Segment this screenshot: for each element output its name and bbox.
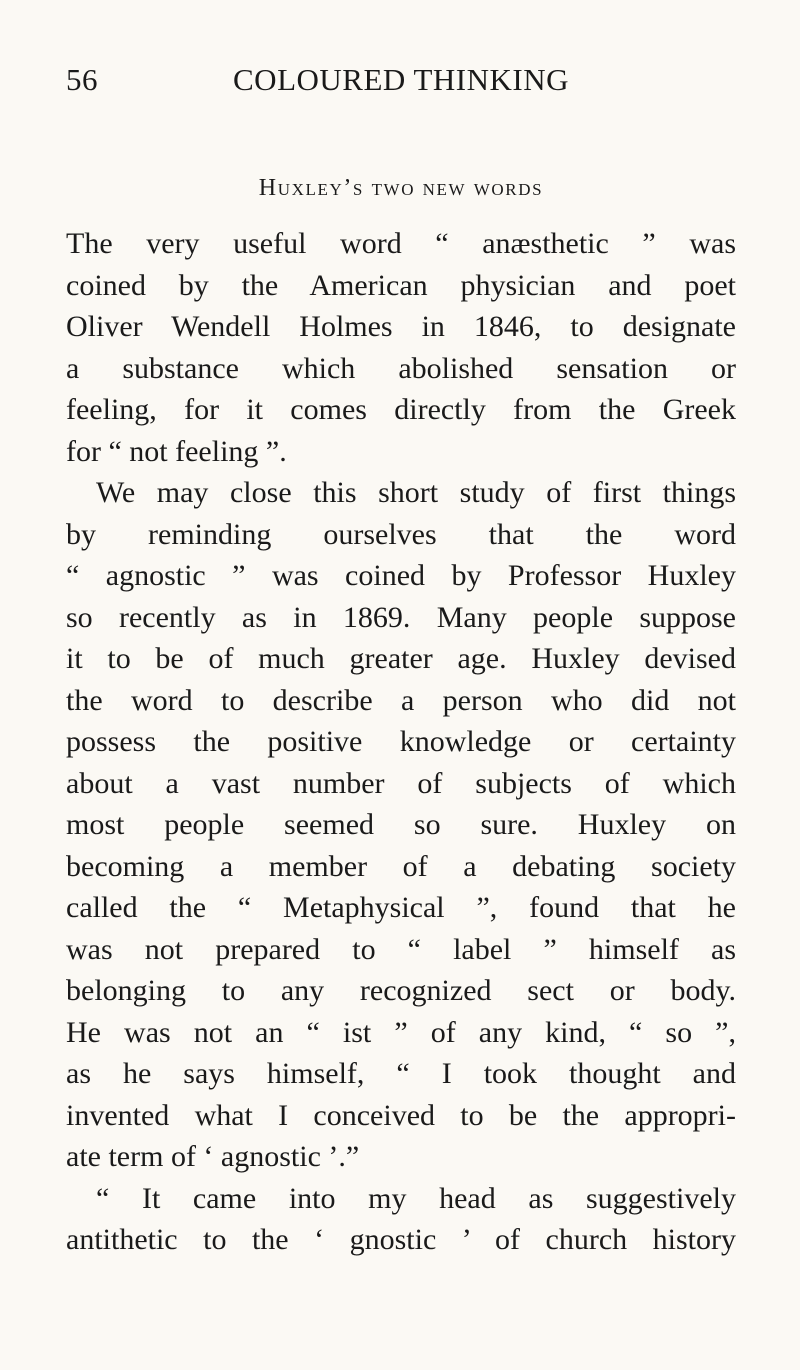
text-line: most people seemed so sure. Huxley on — [66, 808, 736, 841]
text-line: antithetic to the ‘ gnostic ’ of church history — [66, 1223, 736, 1256]
text-line: becoming a member of a debating society — [66, 849, 736, 883]
body-text — [66, 223, 736, 1261]
text-line: invented what I conceived to be the appropri- — [66, 1098, 736, 1132]
text-line: a substance which abolished sensation or — [66, 351, 736, 385]
text-line: “ agnostic ” was coined by Professor Huxley — [66, 559, 736, 592]
text-line: as he says himself, “ I took thought and — [66, 1057, 736, 1090]
text-line: it to be of much greater age. Huxley devised — [66, 642, 736, 675]
text-line: belonging to any recognized sect or body. — [66, 974, 736, 1007]
text-line: He was not an “ ist ” of any kind, “ so ”, — [66, 1015, 736, 1049]
text-line: was not prepared to “ label ” himself as — [66, 932, 736, 966]
text-line: about a vast number of subjects of which — [66, 766, 736, 800]
text-line: by reminding ourselves that the word — [66, 517, 736, 551]
running-head: COLOURED THINKING — [233, 62, 569, 97]
text-line: We may close this short study of first things — [96, 476, 736, 509]
section-title: Huxley’s two new words — [258, 175, 544, 201]
text-line: Oliver Wendell Holmes in 1846, to designate — [66, 310, 736, 343]
text-line: The very useful word “ anæsthetic ” was — [66, 227, 736, 260]
text-line: feeling, for it comes directly from the Greek — [66, 393, 736, 426]
text-line: called the “ Metaphysical ”, found that he — [66, 891, 736, 924]
text-line: so recently as in 1869. Many people suppose — [66, 600, 736, 634]
text-line: the word to describe a person who did not — [66, 683, 736, 717]
text-line: possess the positive knowledge or certainty — [66, 725, 736, 758]
text-line: coined by the American physician and poet — [66, 268, 736, 302]
text-line: ate term of ‘ agnostic ’.” — [66, 1140, 360, 1173]
text-line: for “ not feeling ”. — [66, 434, 287, 468]
text-line: “ It came into my head as suggestively — [96, 1181, 736, 1215]
page-number: 56 — [66, 62, 98, 97]
page-header — [66, 62, 736, 102]
